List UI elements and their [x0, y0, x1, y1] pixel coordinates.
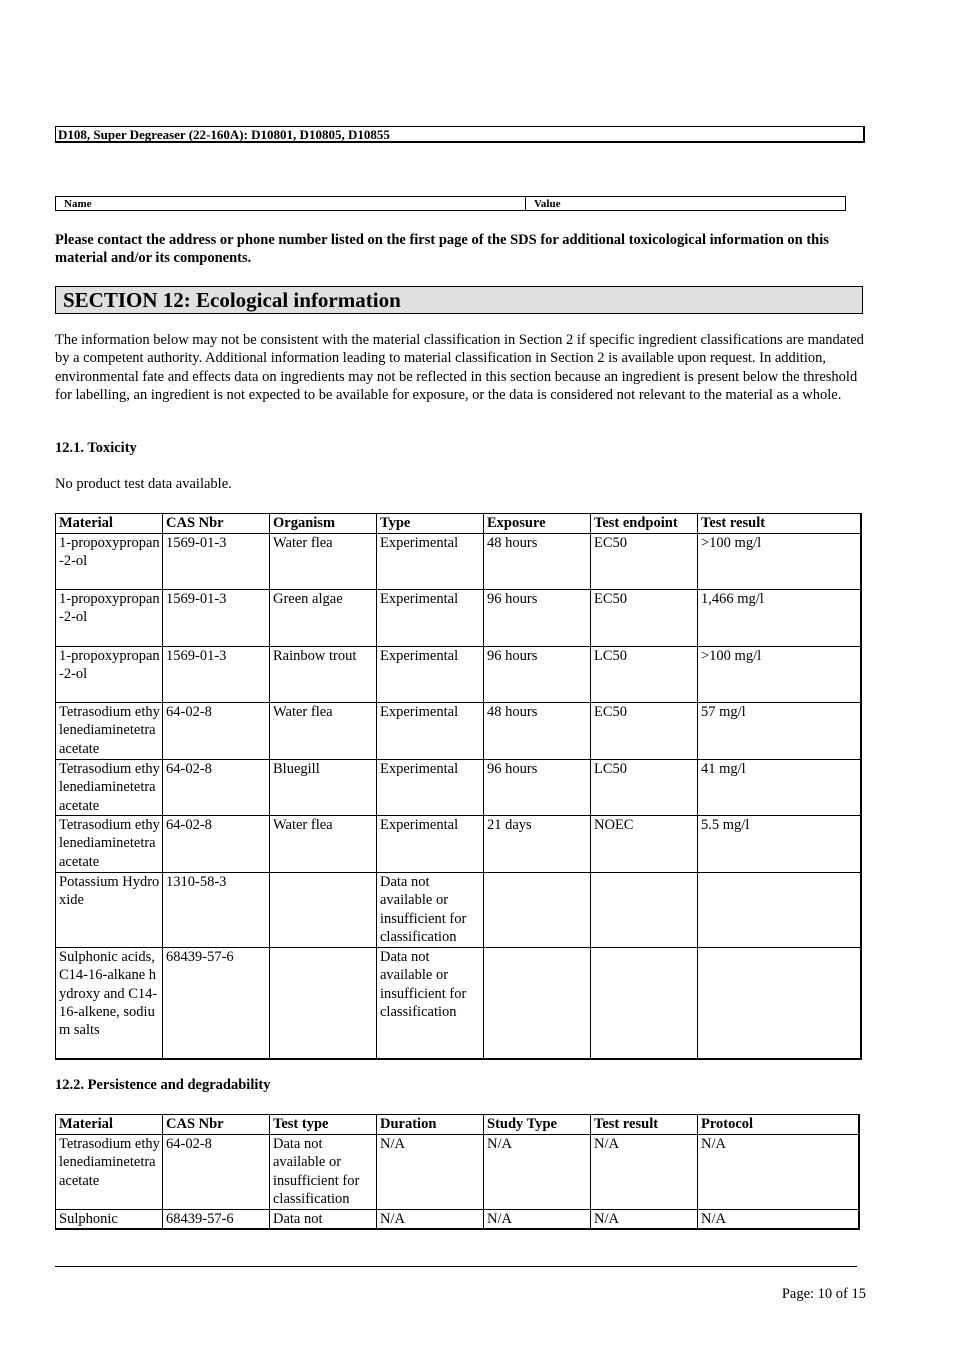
table-cell: NOEC [591, 816, 698, 873]
table-cell: Sulphonic [56, 1210, 163, 1230]
column-header: Test type [270, 1115, 377, 1135]
table-cell: Tetrasodium ethylenediaminetetraacetate [56, 816, 163, 873]
table-cell: 1569-01-3 [163, 590, 270, 647]
table-cell: Tetrasodium ethylenediaminetetraacetate [56, 1135, 163, 1210]
table-cell: 64-02-8 [163, 816, 270, 873]
table-cell: 48 hours [484, 534, 591, 590]
table-cell: Water flea [270, 534, 377, 590]
table-row [56, 703, 862, 760]
column-header: Type [377, 514, 484, 534]
toxicity-table-header [56, 514, 862, 534]
table-row [56, 760, 862, 816]
table-cell: N/A [698, 1210, 860, 1230]
column-header: Test result [698, 514, 862, 534]
table-cell: >100 mg/l [698, 647, 862, 703]
table-row [56, 590, 862, 647]
table-row [56, 873, 862, 948]
persistence-heading: 12.2. Persistence and degradability [55, 1077, 271, 1093]
column-header: Protocol [698, 1115, 860, 1135]
table-cell: 64-02-8 [163, 1135, 270, 1210]
column-header: Material [56, 514, 163, 534]
table-cell: N/A [698, 1135, 860, 1210]
name-value-table [55, 196, 846, 211]
table-cell: 21 days [484, 816, 591, 873]
persistence-table [55, 1114, 860, 1230]
column-header: Test endpoint [591, 514, 698, 534]
column-header: Duration [377, 1115, 484, 1135]
table-cell [484, 873, 591, 948]
table-cell: EC50 [591, 534, 698, 590]
table-row [56, 1210, 860, 1230]
name-column-header: Name [56, 197, 526, 211]
table-cell: 1310-58-3 [163, 873, 270, 948]
column-header: Material [56, 1115, 163, 1135]
toxicity-heading: 12.1. Toxicity [55, 440, 137, 456]
table-cell: Experimental [377, 590, 484, 647]
table-row [56, 1135, 860, 1210]
table-cell: LC50 [591, 760, 698, 816]
column-header: CAS Nbr [163, 1115, 270, 1135]
column-header: Organism [270, 514, 377, 534]
table-cell: Experimental [377, 534, 484, 590]
table-cell [591, 948, 698, 1059]
table-cell: >100 mg/l [698, 534, 862, 590]
table-cell: N/A [591, 1210, 698, 1230]
page-number: Page: 10 of 15 [781, 1286, 866, 1302]
table-cell [698, 873, 862, 948]
section-heading: SECTION 12: Ecological information [55, 286, 863, 314]
table-cell: 64-02-8 [163, 760, 270, 816]
table-cell: Water flea [270, 816, 377, 873]
table-cell: 96 hours [484, 647, 591, 703]
table-cell: Data not available or insufficient for classification [270, 1135, 377, 1210]
table-cell: Potassium Hydroxide [56, 873, 163, 948]
table-cell: Experimental [377, 703, 484, 760]
column-header: Study Type [484, 1115, 591, 1135]
table-cell: 1-propoxypropan-2-ol [56, 534, 163, 590]
table-cell: Data not [270, 1210, 377, 1230]
table-cell: LC50 [591, 647, 698, 703]
value-column-header: Value [526, 197, 846, 211]
toxicity-table [55, 513, 862, 1060]
contact-note: Please contact the address or phone number listed on the first page of the SDS for additional toxicological information on this material and/or its components. [55, 232, 829, 266]
table-cell: N/A [377, 1135, 484, 1210]
table-cell: Tetrasodium ethylenediaminetetraacetate [56, 760, 163, 816]
table-cell [270, 873, 377, 948]
intro-paragraph: The information below may not be consistent with the material classification in Section 2 if specific ingredient classifications are mandated by a competent authority. Additional information leading to material classification in Section 2 is available upon request. In addition, environmental fate and effects data on ingredients may not be reflected in this section because an ingredient is present below the threshold for labelling, an ingredient is not expected to be available for exposure, or the data is considered not relevant to the material as a whole. [55, 332, 864, 403]
table-cell: EC50 [591, 703, 698, 760]
column-header: Test result [591, 1115, 698, 1135]
table-cell [698, 948, 862, 1059]
table-cell: Data not available or insufficient for classification [377, 873, 484, 948]
table-cell: Experimental [377, 816, 484, 873]
table-cell: 68439-57-6 [163, 1210, 270, 1230]
table-cell: Tetrasodium ethylenediaminetetraacetate [56, 703, 163, 760]
persistence-table-header [56, 1115, 860, 1135]
table-cell: Experimental [377, 647, 484, 703]
column-header: Exposure [484, 514, 591, 534]
table-cell: Green algae [270, 590, 377, 647]
table-cell: 1-propoxypropan-2-ol [56, 647, 163, 703]
table-cell: 1569-01-3 [163, 534, 270, 590]
table-cell: Sulphonic acids, C14-16-alkane hydroxy and C14-16-alkene, sodium salts [56, 948, 163, 1059]
table-cell: Data not available or insufficient for classification [377, 948, 484, 1059]
table-row [56, 647, 862, 703]
table-cell: 5.5 mg/l [698, 816, 862, 873]
table-cell: Rainbow trout [270, 647, 377, 703]
table-row [56, 816, 862, 873]
table-cell: 1,466 mg/l [698, 590, 862, 647]
column-header: CAS Nbr [163, 514, 270, 534]
table-row [56, 534, 862, 590]
table-cell: 68439-57-6 [163, 948, 270, 1059]
table-cell [591, 873, 698, 948]
table-cell: 41 mg/l [698, 760, 862, 816]
table-cell: N/A [377, 1210, 484, 1230]
table-cell: Bluegill [270, 760, 377, 816]
table-cell: N/A [591, 1135, 698, 1210]
table-cell: 57 mg/l [698, 703, 862, 760]
table-cell: 1-propoxypropan-2-ol [56, 590, 163, 647]
table-cell: 1569-01-3 [163, 647, 270, 703]
table-cell: EC50 [591, 590, 698, 647]
toxicity-note: No product test data available. [55, 476, 232, 492]
table-cell: 64-02-8 [163, 703, 270, 760]
table-cell: Water flea [270, 703, 377, 760]
table-cell: N/A [484, 1210, 591, 1230]
table-cell: 48 hours [484, 703, 591, 760]
table-cell: 96 hours [484, 760, 591, 816]
table-cell [484, 948, 591, 1059]
table-cell: N/A [484, 1135, 591, 1210]
table-cell: Experimental [377, 760, 484, 816]
footer-divider [55, 1266, 857, 1267]
table-cell: 96 hours [484, 590, 591, 647]
table-row [56, 948, 862, 1059]
document-header: D108, Super Degreaser (22-160A): D10801, D10805, D10855 [55, 126, 865, 143]
table-cell [270, 948, 377, 1059]
